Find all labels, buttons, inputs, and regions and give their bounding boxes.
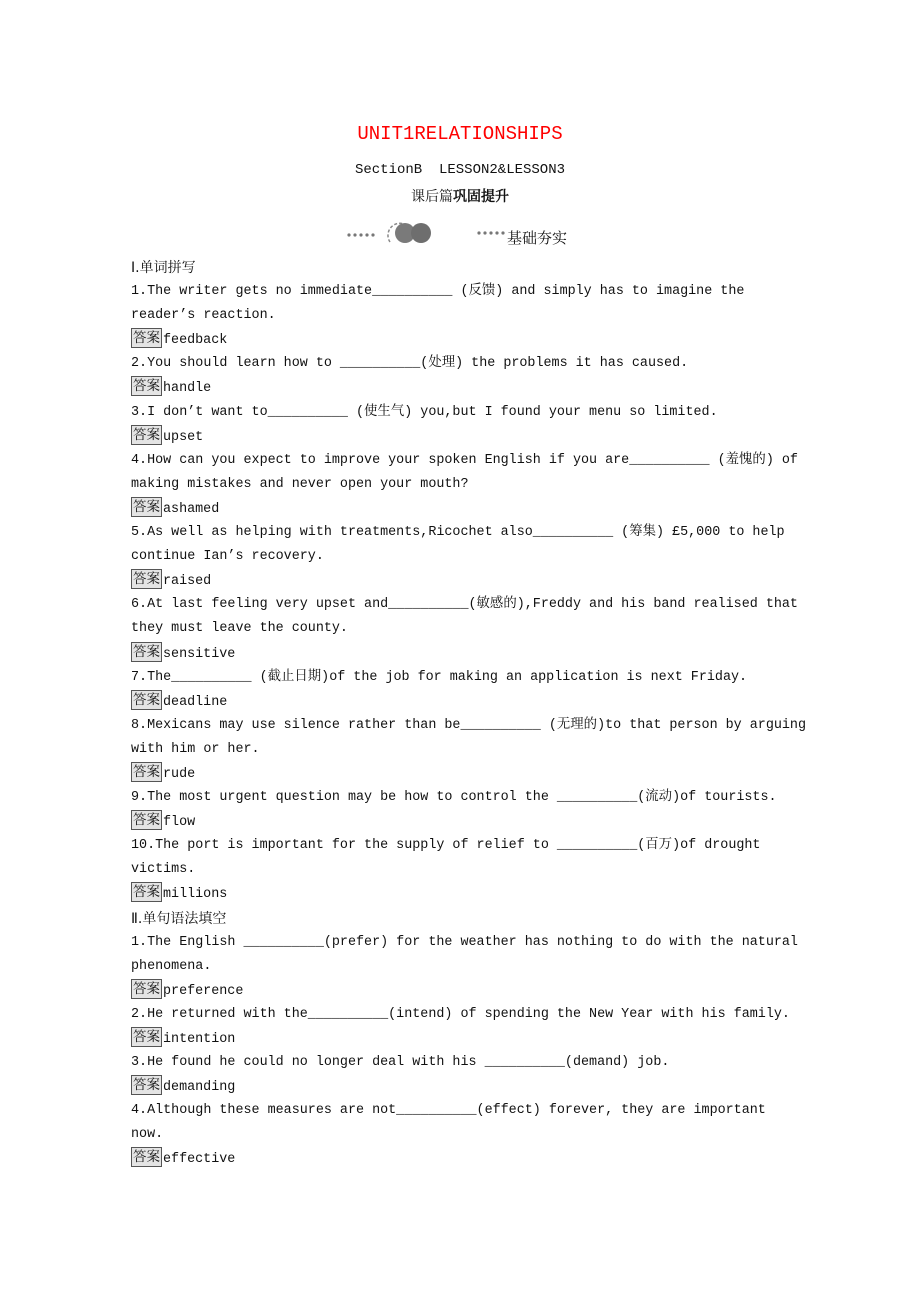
question-line: 9.The most urgent question may be how to control the __________(流动)of tourists. xyxy=(131,790,777,806)
question-line: 6.At last feeling very upset and__________(敏感的),Freddy and his band realised that xyxy=(131,597,798,613)
answer-badge: 答案 xyxy=(133,378,160,395)
answer-text: millions xyxy=(163,887,228,903)
answer-badge: 答案 xyxy=(133,812,160,829)
answer-line xyxy=(131,497,831,521)
question-line: 2.He returned with the__________(intend) of spending the New Year with his family. xyxy=(131,1006,790,1022)
answer-text: intention xyxy=(163,1032,236,1047)
question-line: 10.The port is important for the supply of relief to __________(百万)of drought xyxy=(131,838,761,854)
subtitle-normal: 课后篇 xyxy=(411,189,453,205)
answer-badge: 答案 xyxy=(133,1029,160,1045)
answer-text: handle xyxy=(163,381,212,397)
answer-text: feedback xyxy=(163,333,228,349)
subtitle-bold: 巩固提升 xyxy=(453,189,509,205)
answer-text: deadline xyxy=(163,694,228,710)
section-subtitle-cn xyxy=(0,186,920,206)
question-line: 8.Mexicans may use silence rather than be__________ (无理的)to that person by arguing xyxy=(131,717,806,733)
answer-text: upset xyxy=(163,429,204,445)
answer-text: flow xyxy=(163,815,196,831)
answer-badge: 答案 xyxy=(133,763,160,780)
answer-badge: 答案 xyxy=(133,571,160,588)
answer-text: rude xyxy=(163,766,196,782)
answer-badge: 答案 xyxy=(133,884,160,901)
section-subtitle: SectionB LESSON2&LESSON3 xyxy=(354,162,566,178)
answer-line xyxy=(131,810,831,834)
section-heading: Ⅱ.单句语法填空 xyxy=(131,910,227,927)
answer-line xyxy=(131,376,831,400)
question-line: 4.How can you expect to improve your spoken English if you are__________ (羞愧的) of xyxy=(131,452,798,468)
question-line: phenomena. xyxy=(131,958,212,974)
answer-text: sensitive xyxy=(163,646,236,662)
answer-line xyxy=(131,425,831,449)
question-line: now. xyxy=(131,1127,164,1143)
question-line: reader’s reaction. xyxy=(131,308,276,324)
answer-text: effective xyxy=(163,1152,236,1168)
answer-line xyxy=(131,1075,831,1099)
answer-badge: 答案 xyxy=(133,691,160,708)
answer-line xyxy=(131,690,831,714)
answer-text: raised xyxy=(163,574,212,590)
answer-text: preference xyxy=(163,983,244,999)
answer-line xyxy=(131,882,831,906)
question-line: with him or her. xyxy=(131,741,260,757)
answer-badge: 答案 xyxy=(133,426,160,443)
question-line: 5.As well as helping with treatments,Ricochet also__________ (筹集) £5,000 to help xyxy=(131,525,785,541)
answer-badge: 答案 xyxy=(133,498,160,515)
answer-text: ashamed xyxy=(163,501,220,517)
question-line: 1.The English __________(prefer) for the weather has nothing to do with the natural xyxy=(131,934,798,950)
answer-line xyxy=(131,762,831,786)
question-line: 3.I don’t want to__________ (使生气) you,but I found your menu so limited. xyxy=(131,404,718,420)
unit-title: UNIT1RELATIONSHIPS xyxy=(357,123,563,145)
question-line: 3.He found he could no longer deal with his __________(demand) job. xyxy=(131,1055,670,1071)
answer-text: demanding xyxy=(163,1080,236,1096)
answer-line xyxy=(131,979,831,1003)
question-line: they must leave the county. xyxy=(131,621,348,637)
answer-badge: 答案 xyxy=(133,1077,160,1094)
section-heading: Ⅰ.单词拼写 xyxy=(131,260,196,276)
question-line: making mistakes and never open your mouth? xyxy=(131,476,469,492)
question-line: 7.The__________ (截止日期)of the job for making an application is next Friday. xyxy=(131,669,748,685)
section-banner xyxy=(346,220,586,250)
answer-line xyxy=(131,1027,831,1051)
answer-line xyxy=(131,1147,831,1171)
banner-label: 基础夯实 xyxy=(507,229,568,247)
exercise-body xyxy=(131,256,831,1172)
answer-badge: 答案 xyxy=(133,1149,160,1166)
answer-badge: 答案 xyxy=(133,643,160,660)
answer-line xyxy=(131,328,831,352)
answer-line xyxy=(131,569,831,593)
question-line: 4.Although these measures are not__________(effect) forever, they are important xyxy=(131,1103,766,1119)
answer-badge: 答案 xyxy=(133,330,160,347)
question-line: 1.The writer gets no immediate__________ (反馈) and simply has to imagine the xyxy=(131,284,745,300)
question-line: victims. xyxy=(131,862,196,878)
question-line: 2.You should learn how to __________(处理) the problems it has caused. xyxy=(131,356,689,372)
question-line: continue Ian’s recovery. xyxy=(131,549,324,565)
answer-badge: 答案 xyxy=(133,980,160,997)
answer-line xyxy=(131,642,831,666)
